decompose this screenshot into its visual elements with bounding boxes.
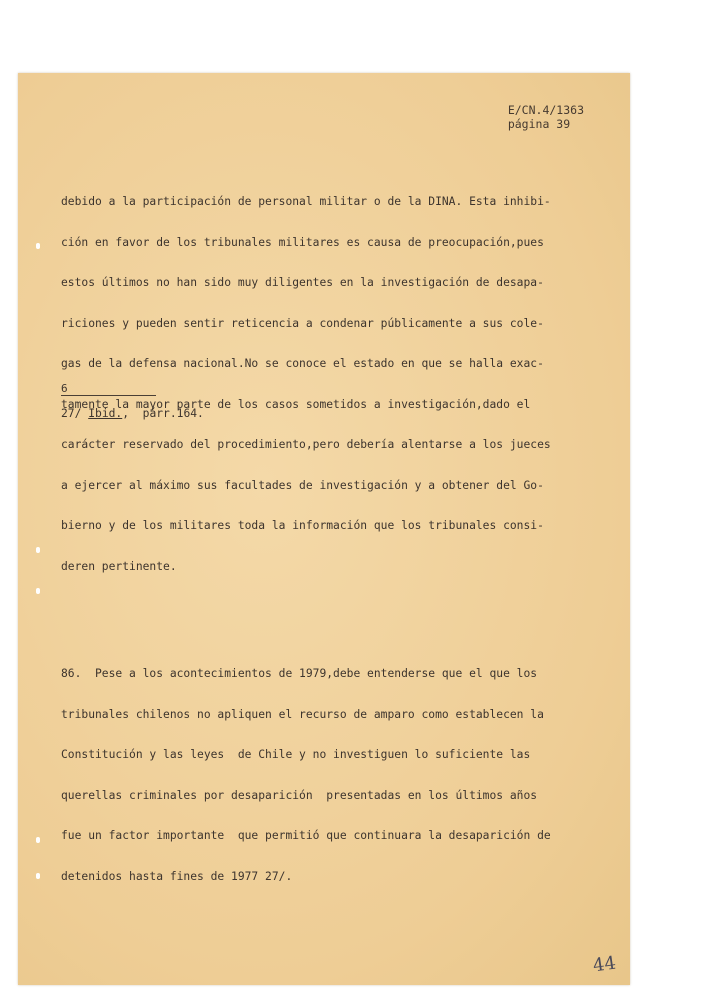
footnote-number: 27/: [61, 407, 82, 420]
text-line: tamente la mayor parte de los casos sometidos a investigación,dado el: [61, 397, 531, 411]
text-line: deren pertinente.: [61, 559, 177, 573]
document-page: [18, 73, 630, 985]
text-line: tribunales chilenos no apliquen el recurso de amparo como establecen la: [61, 707, 544, 721]
text-line: bierno y de los militares toda la información que los tribunales consi-: [61, 519, 544, 532]
punch-hole: [36, 547, 40, 553]
text-line: estos últimos no han sido muy diligentes en la investigación de desapa-: [61, 276, 544, 289]
text-line: debido a la participación de personal militar o de la DINA. Esta inhibi-: [61, 195, 551, 208]
text-line: fue un factor importante que permitió que continuara la desaparición de: [61, 829, 551, 842]
text-line: carácter reservado del procedimiento,pero debería alentarse a los jueces: [61, 438, 551, 451]
text-line: detenidos hasta fines de 1977 27/.: [61, 869, 293, 883]
punch-hole: [36, 588, 40, 594]
footnote-marker: 6: [61, 382, 68, 395]
document-body: [61, 141, 595, 937]
paragraph-86: [61, 640, 595, 910]
text-line: Constitución y las leyes de Chile y no investiguen lo suficiente las: [61, 748, 531, 761]
punch-hole: [36, 873, 40, 879]
text-line: ción en favor de los tribunales militares es causa de preocupación,pues: [61, 235, 544, 249]
text-line: gas de la defensa nacional.No se conoce el estado en que se halla exac-: [61, 357, 544, 370]
punch-hole: [36, 243, 40, 249]
document-header: [508, 103, 584, 131]
footnote-reference: , párr.164.: [122, 407, 204, 420]
paragraph-1: [61, 168, 595, 600]
footnote-ibid: Ibid.: [88, 407, 123, 420]
handwritten-page-mark: 44: [591, 952, 618, 977]
document-symbol: E/CN.4/1363: [507, 103, 584, 117]
text-line: riciones y pueden sentir reticencia a condenar públicamente a sus cole-: [61, 316, 544, 330]
footnote-27: [61, 407, 204, 420]
punch-hole: [36, 837, 40, 843]
text-line: 86. Pese a los acontecimientos de 1979,debe entenderse que el que los: [61, 667, 538, 680]
text-line: querellas criminales por desaparición presentadas en los últimos años: [61, 788, 538, 802]
page-number: página 39: [507, 117, 571, 131]
text-line: a ejercer al máximo sus facultades de investigación y a obtener del Go-: [61, 478, 544, 492]
footnote-divider: [61, 395, 156, 396]
